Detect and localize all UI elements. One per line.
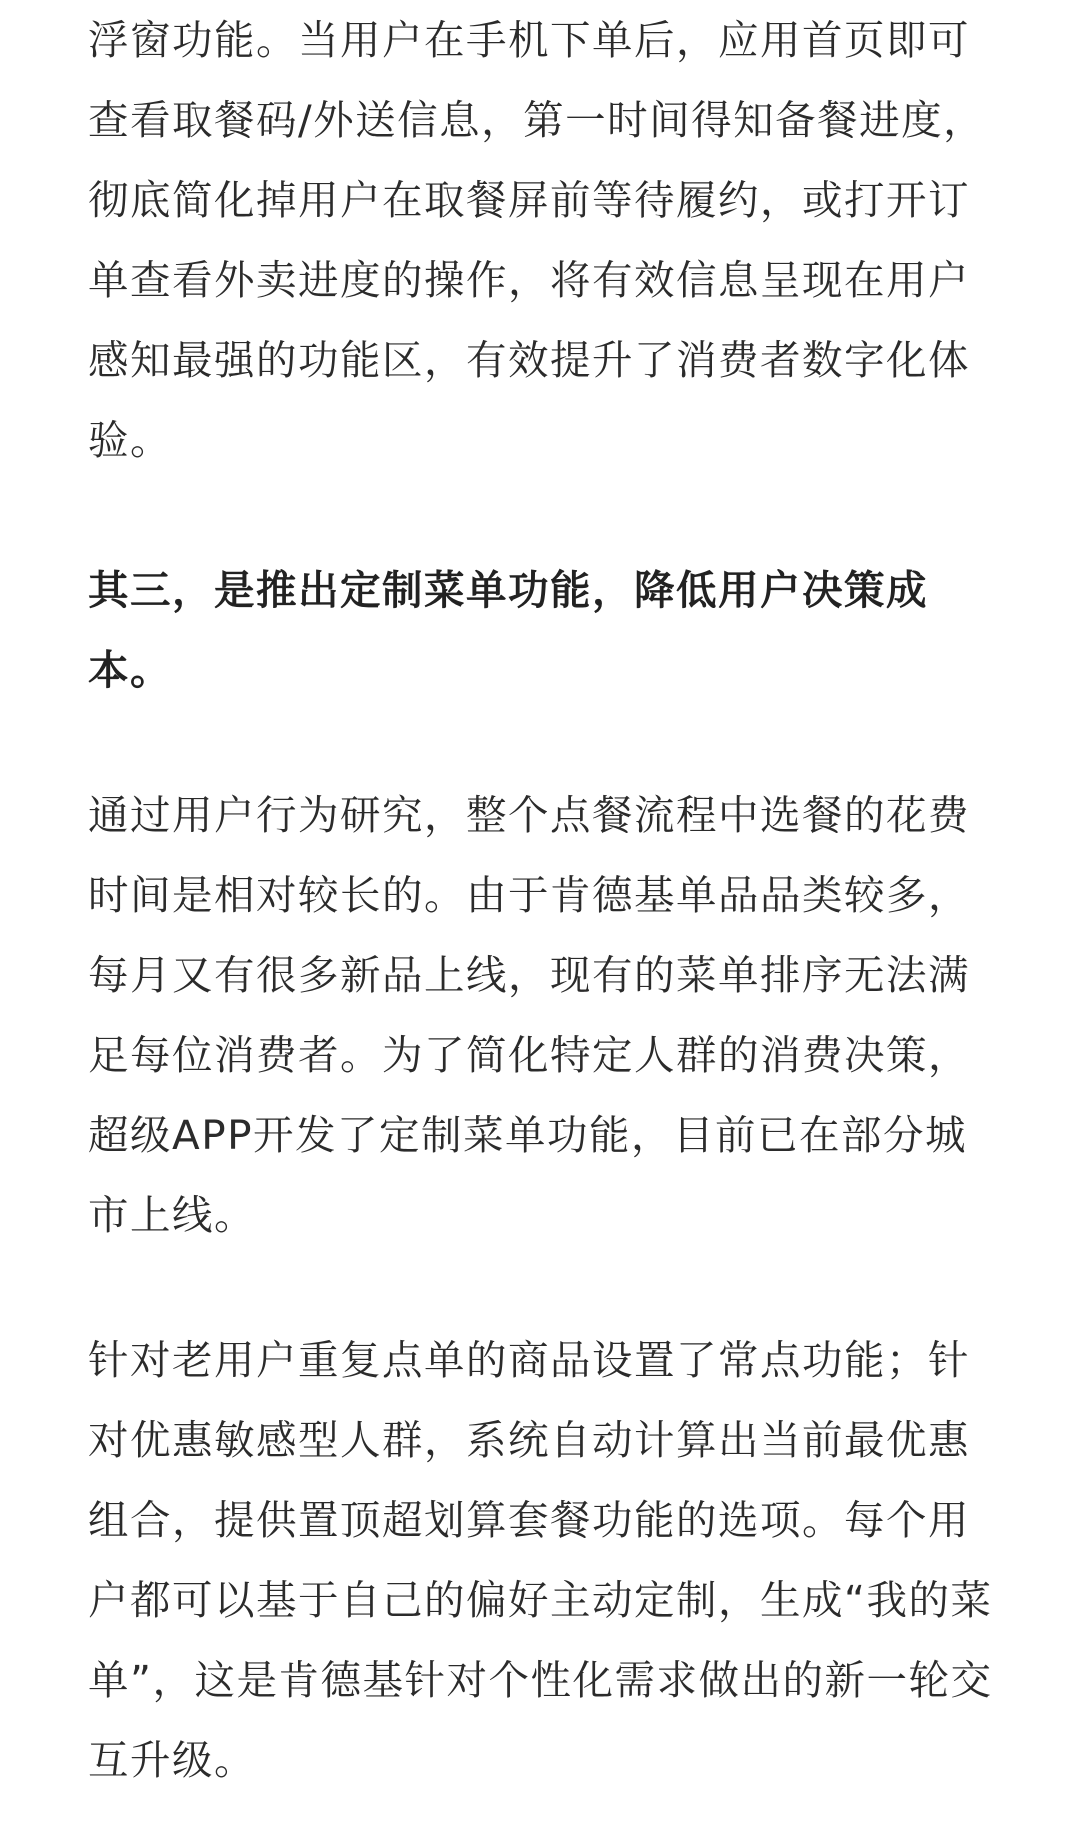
paragraph-floating-window (88, 0, 985, 480)
text-line: 互升级。 (88, 1736, 256, 1784)
text-line: 户都可以基于自己的偏好主动定制，生成“我的菜 (88, 1576, 993, 1624)
text-line: 超级APP开发了定制菜单功能，目前已在部分城 (88, 1111, 968, 1159)
section-heading (88, 550, 928, 710)
text-line: 彻底简化掉用户在取餐屏前等待履约，或打开订 (88, 176, 970, 224)
paragraph-user-research (88, 775, 970, 1255)
paragraph-custom-menu (88, 1320, 992, 1800)
text-line: 组合，提供置顶超划算套餐功能的选项。每个用 (88, 1496, 970, 1544)
text-line: 验。 (88, 416, 172, 464)
text-line: 通过用户行为研究，整个点餐流程中选餐的花费 (88, 791, 970, 839)
text-line: 每月又有很多新品上线，现有的菜单排序无法满 (88, 951, 970, 999)
text-line: 感知最强的功能区，有效提升了消费者数字化体 (88, 336, 970, 384)
text-line: 对优惠敏感型人群，系统自动计算出当前最优惠 (88, 1416, 970, 1464)
text-line: 浮窗功能。当用户在手机下单后，应用首页即可 (88, 16, 970, 64)
text-line: 单”，这是肯德基针对个性化需求做出的新一轮交 (88, 1656, 993, 1704)
text-line: 针对老用户重复点单的商品设置了常点功能；针 (88, 1336, 970, 1384)
text-line: 时间是相对较长的。由于肯德基单品品类较多， (88, 871, 970, 919)
text-line: 足每位消费者。为了简化特定人群的消费决策， (88, 1031, 970, 1079)
heading-line: 本。 (88, 646, 172, 694)
text-line: 市上线。 (88, 1191, 256, 1239)
text-line: 单查看外卖进度的操作，将有效信息呈现在用户 (88, 256, 970, 304)
text-line: 查看取餐码/外送信息，第一时间得知备餐进度， (88, 96, 986, 144)
heading-line: 其三，是推出定制菜单功能，降低用户决策成 (88, 566, 928, 614)
